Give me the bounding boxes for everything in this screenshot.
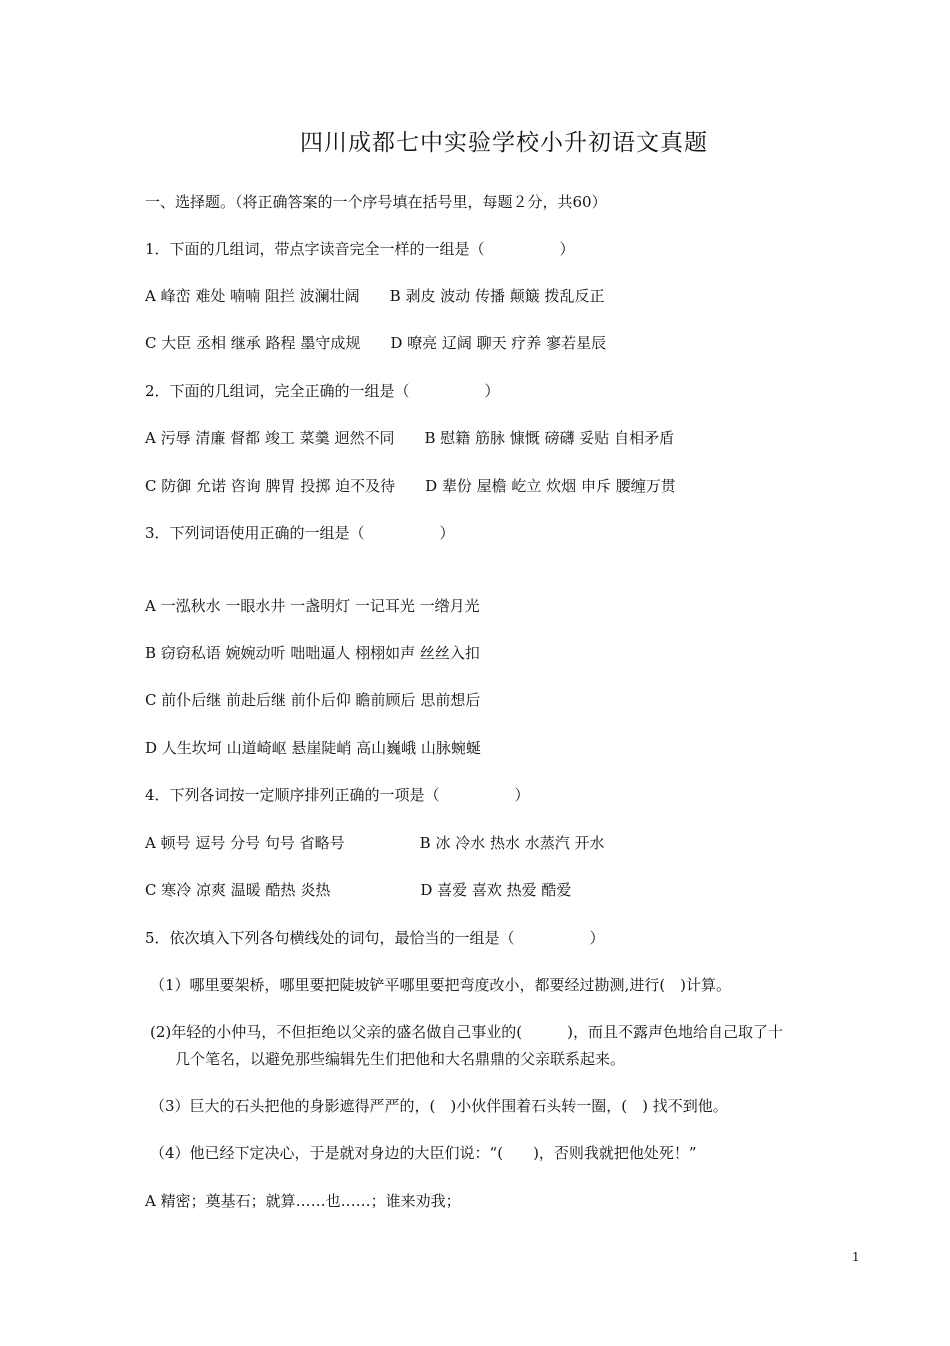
question-5-option-a: A 精密；奠基石；就算……也……；谁来劝我；	[145, 1192, 461, 1210]
question-3-option-c: C 前仆后继 前赴后继 前仆后仰 瞻前顾后 思前想后	[145, 691, 481, 709]
question-5-sentence-1: （1）哪里要架桥，哪里要把陡坡铲平哪里要把弯度改小，都要经过勘测,进行( )计算。	[150, 976, 732, 994]
question-2-options-ab: A 污辱 清廉 督都 竣工 菜羹 迥然不同 B 慰籍 筋脉 慷慨 磅礴 妥贴 自相矛盾	[145, 429, 675, 447]
question-2-options-cd: C 防御 允诺 咨询 脾胃 投掷 迫不及待 D 辈份 屋檐 屹立 炊烟 申斥 腰缠万贯	[145, 477, 676, 495]
question-5-sentence-2-line-2: 几个笔名，以避免那些编辑先生们把他和大名鼎鼎的父亲联系起来。	[175, 1050, 626, 1068]
question-5-sentence-2	[150, 1019, 870, 1073]
question-4-options-ab: A 顿号 逗号 分号 句号 省略号 B 冰 冷水 热水 水蒸汽 开水	[145, 834, 605, 852]
question-1-stem: 1．下面的几组词，带点字读音完全一样的一组是（ ）	[145, 240, 575, 258]
question-2-stem: 2．下面的几组词，完全正确的一组是（ ）	[145, 382, 500, 400]
question-1-options-ab: A 峰峦 难处 喃喃 阻拦 波澜壮阔 B 剥皮 波动 传播 颠簸 拨乱反正	[145, 287, 605, 305]
question-3-option-a: A 一泓秋水 一眼水井 一盏明灯 一记耳光 一绺月光	[145, 597, 480, 615]
page-number: 1	[852, 1250, 860, 1264]
question-5-sentence-3: （3）巨大的石头把他的身影遮得严严的，( )小伙伴围着石头转一圈，( ) 找不到他。	[150, 1097, 728, 1115]
question-3-stem: 3．下列词语使用正确的一组是（ ）	[145, 524, 455, 542]
question-5-stem: 5．依次填入下列各句横线处的词句，最恰当的一组是（ ）	[145, 929, 605, 947]
question-4-options-cd: C 寒冷 凉爽 温暖 酷热 炎热 D 喜爱 喜欢 热爱 酷爱	[145, 881, 572, 899]
section-heading: 一、选择题。（将正确答案的一个序号填在括号里，每题２分，共60）	[145, 193, 607, 211]
question-4-stem: 4．下列各词按一定顺序排列正确的一项是（ ）	[145, 786, 530, 804]
question-3-option-d: D 人生坎坷 山道崎岖 悬崖陡峭 高山巍峨 山脉蜿蜒	[145, 739, 481, 757]
question-3-option-b: B 窃窃私语 婉婉动听 咄咄逼人 栩栩如声 丝丝入扣	[145, 644, 480, 662]
document-title: 四川成都七中实验学校小升初语文真题	[300, 130, 708, 156]
question-5-sentence-2-line-1: (2)年轻的小仲马，不但拒绝以父亲的盛名做自己事业的( )，而且不露声色地给自己取了十	[150, 1023, 783, 1041]
question-1-options-cd: C 大臣 丞相 继承 路程 墨守成规 D 嘹亮 辽阔 聊天 疗养 寥若星辰	[145, 334, 607, 352]
question-5-sentence-4: （4）他已经下定决心，于是就对身边的大臣们说：“( )，否则我就把他处死！”	[150, 1144, 697, 1162]
